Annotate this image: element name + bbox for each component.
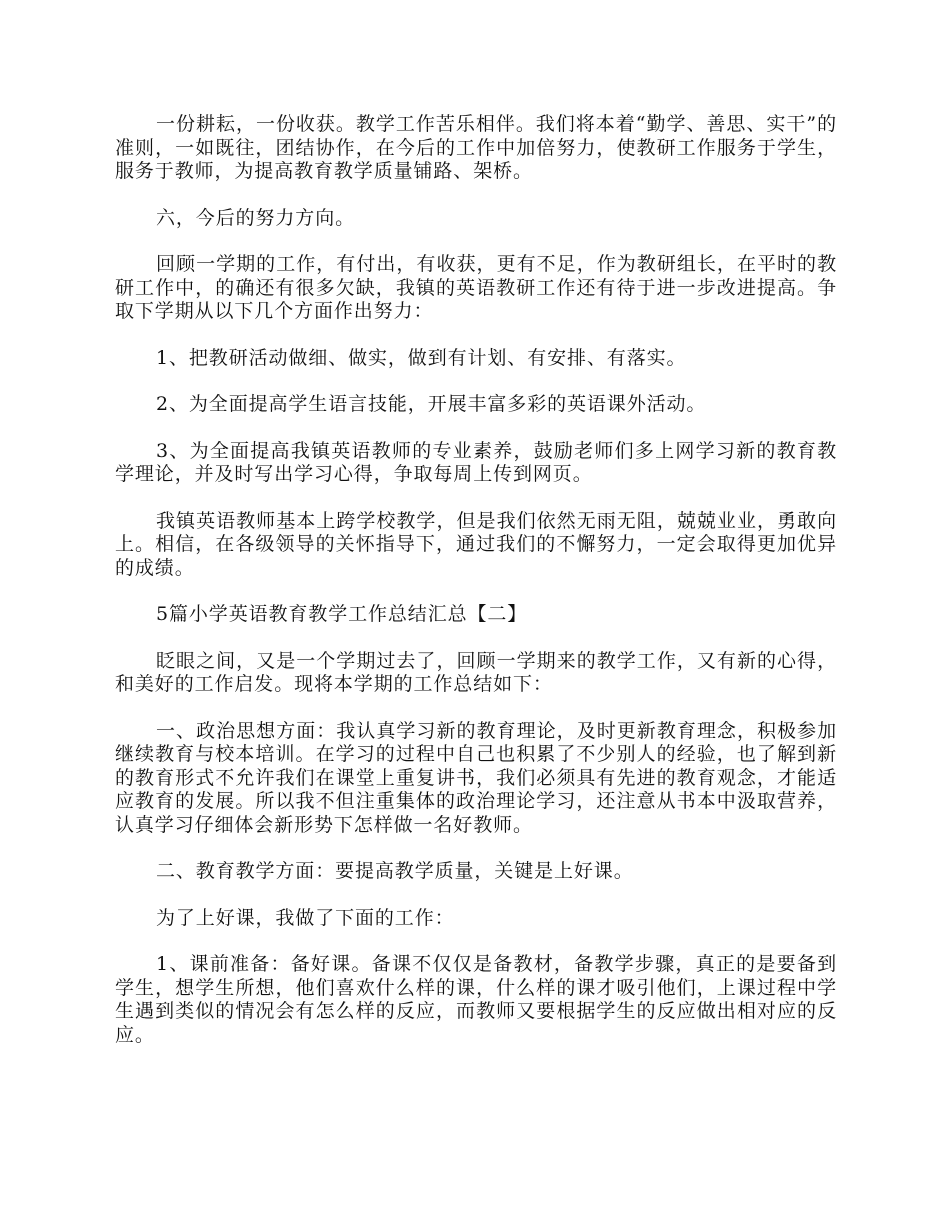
list-item: 1、把教研活动做细、做实，做到有计划、有安排、有落实。 bbox=[156, 346, 687, 369]
paragraph: 一、政治思想方面：我认真学习新的教育理论，及时更新教育理念，积极参加继续教育与校本培训。在学习的过程中自己也积累了不少别人的经验，也了解到新的教育形式不允许我们在课堂上重复讲书，我们必须具有先进的教育观念，才能适应教育的发展。所以我不但注重集体的政治理论学习，还注意从书本中汲取营养，认真学习仔细体会新形势下怎样做一名好教师。 bbox=[115, 719, 837, 836]
paragraph: 为了上好课，我做了下面的工作： bbox=[156, 906, 455, 929]
paragraph: 回顾一学期的工作，有付出，有收获，更有不足，作为教研组长，在平时的教研工作中，的确还有很多欠缺，我镇的英语教研工作还有待于进一步改进提高。争取下学期从以下几个方面作出努力： bbox=[115, 253, 837, 322]
list-item: 2、为全面提高学生语言技能，开展丰富多彩的英语课外活动。 bbox=[156, 393, 707, 415]
section-title: 5篇小学英语教育教学工作总结汇总【二】 bbox=[156, 603, 528, 625]
list-item: 3、为全面提高我镇英语教师的专业素养，鼓励老师们多上网学习新的教育教学理论，并及时写出学习心得，争取每周上传到网页。 bbox=[115, 439, 837, 485]
paragraph: 二、教育教学方面：要提高教学质量，关键是上好课。 bbox=[156, 860, 634, 882]
section-heading: 六，今后的努力方向。 bbox=[156, 206, 356, 229]
paragraph: 眨眼之间，又是一个学期过去了，回顾一学期来的教学工作，又有新的心得，和美好的工作启发。现将本学期的工作总结如下： bbox=[115, 649, 837, 695]
paragraph: 我镇英语教师基本上跨学校教学，但是我们依然无雨无阻，兢兢业业，勇敢向上。相信，在各级领导的关怀指导下，通过我们的不懈努力，一定会取得更加优异的成绩。 bbox=[115, 509, 837, 579]
paragraph: 一份耕耘，一份收获。教学工作苦乐相伴。我们将本着“勤学、善思、实干”的准则，一如既往，团结协作，在今后的工作中加倍努力，使教研工作服务于学生，服务于教师，为提高教育教学质量铺路、架桥。 bbox=[115, 113, 837, 182]
document-body bbox=[115, 113, 837, 1070]
list-item: 1、课前准备：备好课。备课不仅仅是备教材，备教学步骤，真正的是要备到学生，想学生所想，他们喜欢什么样的课，什么样的课才吸引他们，上课过程中学生遇到类似的情况会有怎么样的反应，而教师又要根据学生的反应做出相对应的反应。 bbox=[115, 953, 837, 1046]
